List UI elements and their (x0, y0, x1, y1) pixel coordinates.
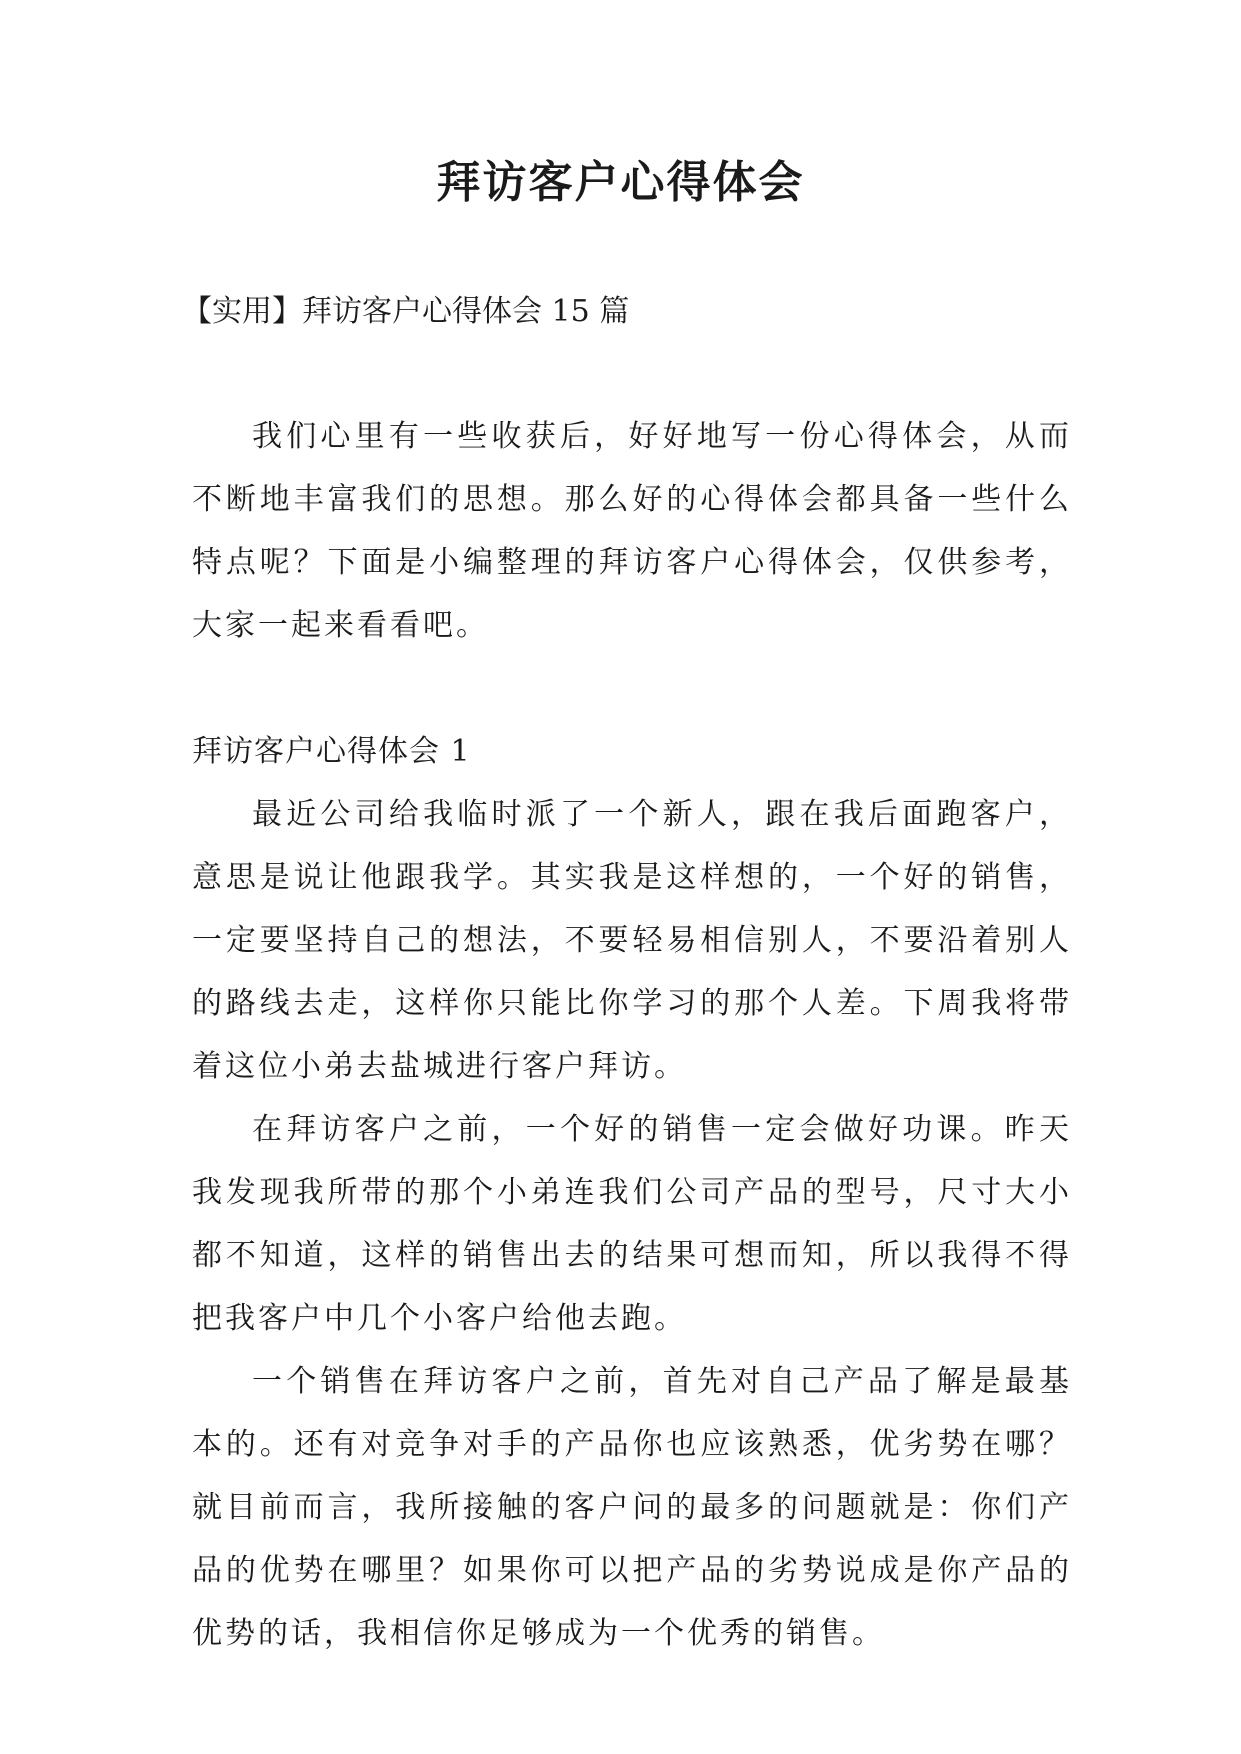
document-body (192, 405, 1072, 1665)
body-paragraph: 最近公司给我临时派了一个新人，跟在我后面跑客户，意思是说让他跟我学。其实我是这样想的，一个好的销售，一定要坚持自己的想法，不要轻易相信别人，不要沿着别人的路线去走，这样你只能比你学习的那个人差。下周我将带着这位小弟去盐城进行客户拜访。 (192, 797, 1072, 1084)
section-heading: 拜访客户心得体会 1 (192, 734, 471, 769)
page-title: 拜访客户心得体会 (436, 157, 805, 208)
body-paragraph: 在拜访客户之前，一个好的销售一定会做好功课。昨天我发现我所带的那个小弟连我们公司产品的型号，尺寸大小都不知道，这样的销售出去的结果可想而知，所以我得不得把我客户中几个小客户给他去跑。 (192, 1112, 1072, 1336)
body-paragraph: 一个销售在拜访客户之前，首先对自己产品了解是最基本的。还有对竞争对手的产品你也应该熟悉，优劣势在哪？就目前而言，我所接触的客户问的最多的问题就是：你们产品的优势在哪里？如果你可以把产品的劣势说成是你产品的优势的话，我相信你足够成为一个优秀的销售。 (192, 1364, 1072, 1651)
intro-paragraph: 我们心里有一些收获后，好好地写一份心得体会，从而不断地丰富我们的思想。那么好的心得体会都具备一些什么特点呢？下面是小编整理的拜访客户心得体会，仅供参考，大家一起来看看吧。 (192, 419, 1072, 643)
document-subtitle: 【实用】拜访客户心得体会 15 篇 (182, 294, 630, 329)
